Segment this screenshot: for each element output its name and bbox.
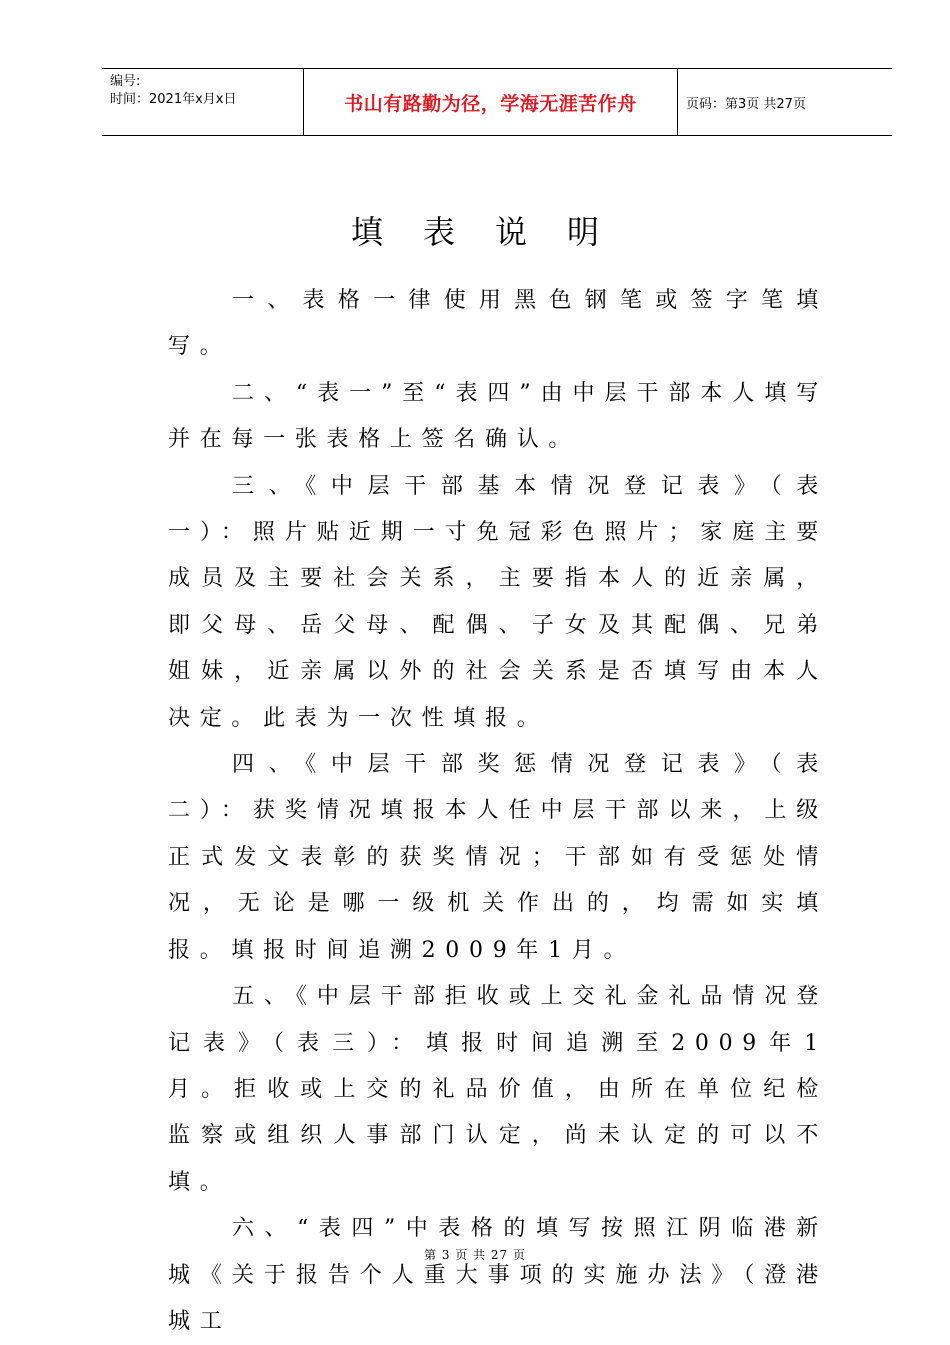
paragraph-5: 五、《中层干部拒收或上交礼金礼品情况登记表》（表三）：填报时间追溯至2009年1月。拒收或上交的礼品价值，由所在单位纪检监察或组织人事部门认定，尚未认定的可以不填。 — [168, 984, 828, 1195]
number-label: 编号: — [110, 74, 141, 89]
document-header — [102, 68, 892, 136]
paragraph-3: 三、《中层干部基本情况登记表》（表一）：照片贴近期一寸免冠彩色照片；家庭主要成员及主要社会关系，主要指本人的近亲属，即父母、岳父母、配偶、子女及其配偶、兄弟姐妹，近亲属以外的社会关系是否填写由本人决定。此表为一次性填报。 — [168, 473, 828, 731]
header-motto: 书山有路勤为径，学海无涯苦作舟 — [304, 69, 678, 135]
paragraph-1: 一、表格一律使用黑色钢笔或签字笔填写。 — [168, 288, 828, 360]
paragraph-6: 六、“表四”中表格的填写按照江阴临港新城《关于报告个人重大事项的实施办法》（澄港城工 — [168, 1216, 828, 1334]
paragraph-4: 四、《中层干部奖惩情况登记表》（表二）：获奖情况填报本人任中层干部以来，上级正式发文表彰的获奖情况；干部如有受惩处情况，无论是哪一级机关作出的，均需如实填报。填报时间追溯2009年1月。 — [168, 752, 828, 963]
paragraph-2: 二、“表一”至“表四”由中层干部本人填写并在每一张表格上签名确认。 — [168, 380, 828, 453]
page-footer: 第 3 页 共 27 页 — [424, 1248, 526, 1262]
time-label: 时间：2021年x月x日 — [110, 92, 237, 107]
header-meta — [102, 69, 304, 135]
instructions-body — [168, 278, 828, 1345]
header-page-info: 页码：第3页 共27页 — [686, 96, 806, 112]
page-title: 填表说明 — [350, 213, 639, 251]
